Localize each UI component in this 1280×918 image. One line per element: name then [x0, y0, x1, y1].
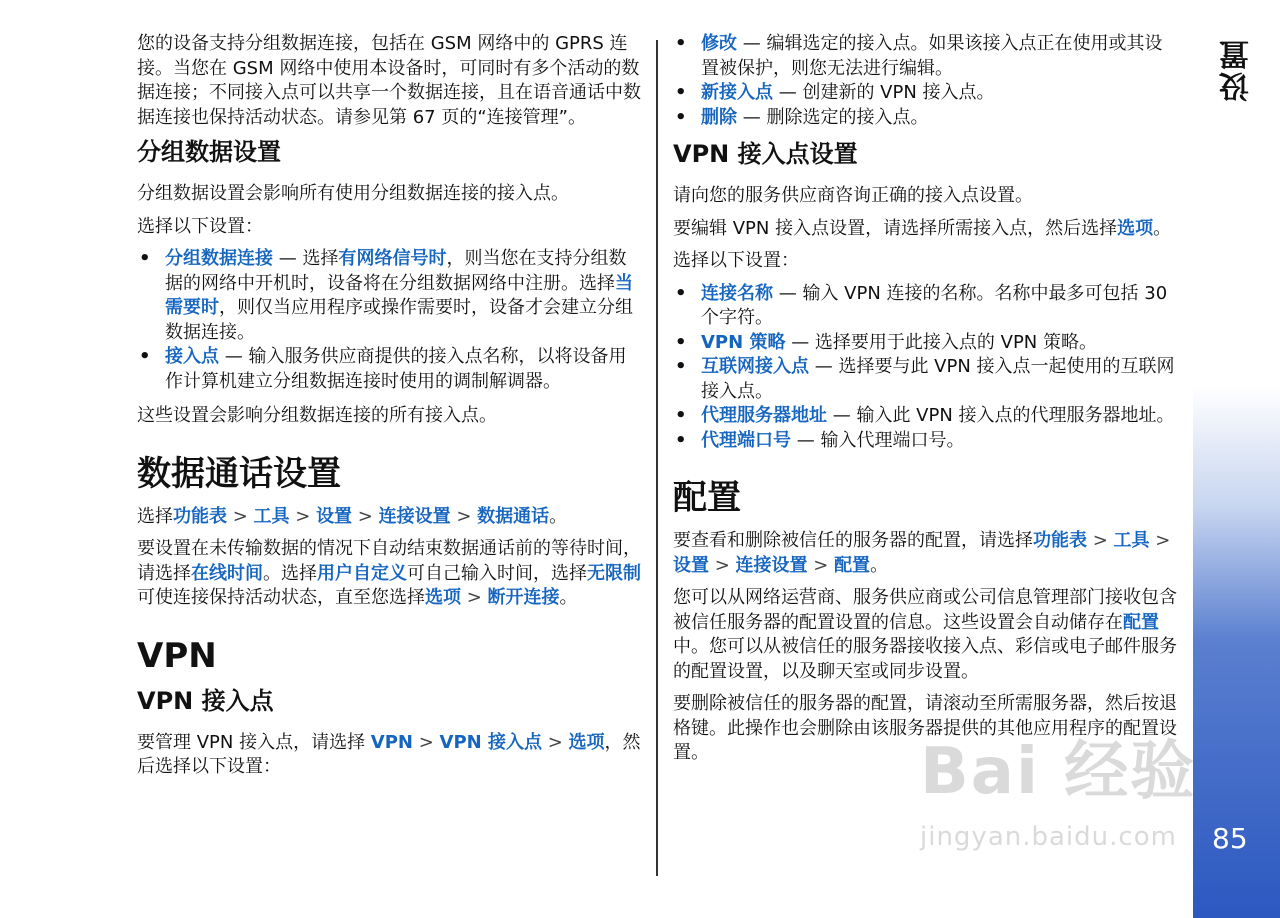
separator: >	[709, 554, 736, 576]
packet-data-paragraph: 分组数据设置会影响所有使用分组数据连接的接入点。	[137, 183, 569, 204]
bullet: •	[675, 405, 687, 426]
text: 中。您可以从被信任的服务器接收接入点、彩信或电子邮件服务的配置设置，以及聊天室或同步设置。	[673, 636, 1177, 682]
text: — 创建新的 VPN 接入点。	[773, 82, 995, 103]
text: 选择	[137, 505, 173, 527]
text: — 输入服务供应商提供的接入点名称，以将设备用作计算机建立分组数据连接时使用的调制解调器。	[165, 346, 627, 392]
separator: >	[227, 505, 254, 527]
link-edit[interactable]: 修改	[701, 33, 737, 54]
text: 。	[1153, 217, 1172, 239]
config-p3: 要删除被信任的服务器的配置，请滚动至所需服务器，然后按退格键。此操作也会删除由该服务器提供的其他应用程序的配置设置。	[673, 693, 1177, 763]
vpn-options-list	[673, 32, 1179, 130]
list-item	[673, 106, 1179, 131]
watermark-text: jingyan.baidu.com	[920, 822, 1177, 852]
text: 要查看和删除被信任的服务器的配置，请选择	[673, 530, 1033, 551]
bullet: •	[675, 82, 687, 103]
config-p1	[673, 529, 1179, 578]
separator: >	[352, 505, 379, 527]
bullet: •	[675, 33, 687, 54]
vpn-settings-list	[673, 282, 1179, 454]
link-menu[interactable]: 功能表	[173, 505, 227, 527]
text: 。选择	[263, 562, 317, 584]
text: — 选择要与此 VPN 接入点一起使用的互联网接入点。	[701, 356, 1175, 402]
separator: >	[289, 505, 317, 527]
link-when-needed[interactable]: 当需要时	[165, 272, 633, 318]
text: ，则当您在支持分组数据的网络中开机时，设备将在分组数据网络中注册。选择	[165, 248, 627, 294]
text: — 输入代理端口号。	[791, 429, 965, 451]
link-user-defined[interactable]: 用户自定义	[317, 562, 407, 584]
text: 。	[559, 587, 578, 608]
link-vpn-policy[interactable]: VPN 策略	[701, 331, 786, 353]
link-online-time[interactable]: 在线时间	[191, 562, 263, 584]
vpn-access-point-heading: VPN 接入点	[137, 686, 274, 715]
config-p2	[673, 586, 1179, 684]
bullet: •	[675, 429, 687, 451]
vpn-access-point-paragraph	[137, 731, 642, 780]
packet-select-prompt: 选择以下设置：	[137, 215, 263, 237]
list-item	[673, 355, 1179, 404]
data-call-paragraph	[137, 537, 642, 611]
watermark	[920, 720, 1210, 870]
column-divider	[656, 40, 658, 876]
link-unlimited[interactable]: 无限制	[587, 562, 641, 584]
separator: >	[1087, 530, 1114, 551]
separator: >	[541, 731, 569, 753]
list-item	[673, 32, 1179, 81]
page-number: 85	[1212, 822, 1248, 855]
bullet: •	[139, 346, 151, 367]
data-call-path	[137, 505, 642, 530]
intro-paragraph: 您的设备支持分组数据连接，包括在 GSM 网络中的 GPRS 连接。当您在 GSM 网络中使用本设备时，可同时有多个活动的数据连接；不同接入点可以共享一个数据连接，且在语音通话中数据连接也保持活动状态。请参见第 67 页的“连接管理”。	[137, 33, 641, 128]
link-configurations[interactable]: 配置	[1123, 611, 1159, 633]
link-new-access-point[interactable]: 新接入点	[701, 82, 773, 103]
bullet: •	[675, 282, 687, 304]
link-data-call[interactable]: 数据通话	[477, 505, 550, 527]
link-vpn-access-point[interactable]: VPN 接入点	[439, 731, 542, 753]
list-item	[673, 429, 1179, 454]
separator: >	[412, 731, 440, 753]
list-item	[137, 345, 642, 394]
link-internet-access-point[interactable]: 互联网接入点	[701, 356, 809, 377]
link-tools[interactable]: 工具	[1113, 530, 1150, 551]
separator: >	[461, 587, 488, 608]
bullet: •	[139, 248, 151, 269]
text: 可使连接保持活动状态，直至您选择	[137, 587, 425, 608]
text: — 编辑选定的接入点。如果该接入点正在使用或其设置被保护，则您无法进行编辑。	[701, 33, 1163, 79]
watermark-logo: Bai 经验	[920, 735, 1197, 809]
link-settings[interactable]: 设置	[316, 505, 353, 527]
text: 要设置在未传输数据的情况下自动结束数据通话前的等待时间，请选择	[137, 538, 641, 584]
packet-note: 这些设置会影响分组数据连接的所有接入点。	[137, 405, 497, 426]
bullet: •	[675, 356, 687, 377]
packet-settings-list	[137, 247, 642, 394]
link-proxy-server-address[interactable]: 代理服务器地址	[701, 405, 827, 426]
data-call-heading: 数据通话设置	[137, 453, 341, 494]
text: — 选择	[273, 248, 339, 269]
chapter-title: 设置	[1220, 38, 1255, 102]
list-item	[673, 331, 1179, 356]
separator: >	[450, 505, 478, 527]
list-item	[673, 81, 1179, 106]
link-options[interactable]: 选项	[568, 731, 605, 753]
link-when-available[interactable]: 有网络信号时	[338, 248, 447, 269]
text: 可自己输入时间，选择	[407, 562, 587, 584]
text: — 输入 VPN 连接的名称。名称中最多可包括 30 个字符。	[701, 282, 1168, 328]
config-heading: 配置	[673, 478, 741, 518]
link-settings[interactable]: 设置	[673, 554, 709, 576]
link-connection-name[interactable]: 连接名称	[701, 282, 773, 304]
left-column	[137, 32, 642, 788]
text: ，则仅当应用程序或操作需要时，设备才会建立分组数据连接。	[165, 297, 633, 343]
separator: >	[807, 554, 835, 576]
vpn-heading: VPN	[137, 635, 217, 676]
text: — 输入此 VPN 接入点的代理服务器地址。	[827, 405, 1175, 426]
link-configurations[interactable]: 配置	[834, 554, 871, 576]
link-delete[interactable]: 删除	[701, 106, 737, 128]
vpn-settings-heading: VPN 接入点设置	[673, 140, 858, 168]
link-tools[interactable]: 工具	[253, 505, 290, 527]
text: ，然后选择以下设置：	[137, 731, 641, 777]
text: 要编辑 VPN 接入点设置，请选择所需接入点，然后选择	[673, 217, 1118, 239]
list-item	[673, 282, 1179, 331]
list-item	[673, 404, 1179, 429]
right-column	[673, 32, 1179, 774]
link-disconnect[interactable]: 断开连接	[487, 587, 560, 608]
text: 您可以从网络运营商、服务供应商或公司信息管理部门接收包含被信任服务器的配置设置的信息。这些设置会自动储存在	[673, 587, 1177, 633]
vpn-settings-p2	[673, 217, 1179, 242]
text: — 选择要用于此接入点的 VPN 策略。	[785, 331, 1097, 353]
text: 要管理 VPN 接入点，请选择	[137, 731, 371, 753]
link-options[interactable]: 选项	[1117, 217, 1154, 239]
link-connection-settings[interactable]: 连接设置	[378, 505, 451, 527]
link-access-point[interactable]: 接入点	[165, 346, 219, 367]
separator: >	[1149, 530, 1171, 551]
packet-data-heading: 分组数据设置	[137, 138, 281, 166]
link-vpn[interactable]: VPN	[370, 731, 413, 753]
bullet: •	[675, 106, 687, 128]
link-menu[interactable]: 功能表	[1033, 530, 1087, 551]
vpn-settings-p1: 请向您的服务供应商咨询正确的接入点设置。	[673, 185, 1033, 206]
bullet: •	[675, 331, 687, 353]
text: 。	[549, 505, 568, 527]
list-item	[137, 247, 642, 345]
link-options[interactable]: 选项	[425, 587, 461, 608]
link-proxy-port[interactable]: 代理端口号	[701, 429, 791, 451]
link-connection-settings[interactable]: 连接设置	[735, 554, 808, 576]
vpn-settings-prompt: 选择以下设置：	[673, 250, 799, 271]
text: — 删除选定的接入点。	[737, 106, 929, 128]
link-packet-data-connection[interactable]: 分组数据连接	[165, 248, 273, 269]
text: 。	[870, 554, 889, 576]
